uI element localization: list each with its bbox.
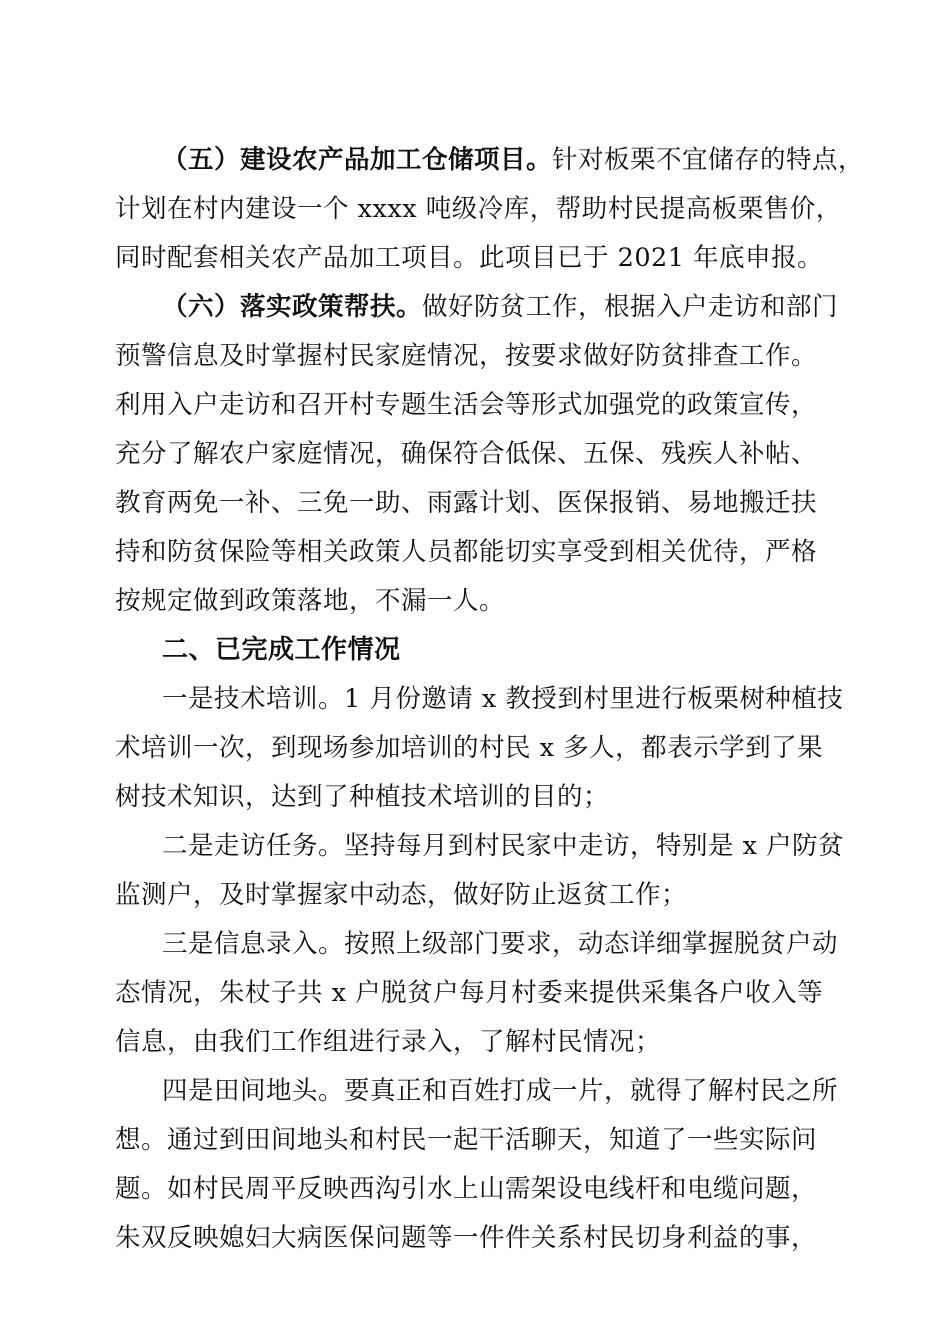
paragraph-6-line-4: 充分了解农户家庭情况，确保符合低保、五保、残疾人补帖、	[115, 439, 818, 469]
paragraph-5-line-3: 同时配套相关农产品加工项目。此项目已于 2021 年底申报。	[115, 243, 824, 273]
paragraph-6-line-6: 持和防贫保险等相关政策人员都能切实享受到相关优待，严格	[115, 537, 818, 567]
item-2-line-1: 二是走访任务。坚持每月到村民家中走访，特别是 x 户防贫	[162, 831, 845, 861]
item-3-line-2: 态情况，朱杖子共 x 户脱贫户每月村委来提供采集各户收入等	[115, 978, 824, 1008]
paragraph-5-line-1	[0, 138, 950, 182]
paragraph-5-text: 针对板栗不宜储存的特点，	[552, 145, 865, 175]
paragraph-6-line-5: 教育两免一补、三免一助、雨露计划、医保报销、易地搬迁扶	[115, 488, 818, 518]
paragraph-6-line-2: 预警信息及时掌握村民家庭情况，按要求做好防贫排查工作。	[115, 341, 818, 371]
item-3-line-3: 信息，由我们工作组进行录入，了解村民情况；	[115, 1027, 662, 1057]
item-4-line-3: 题。如村民周平反映西沟引水上山需架设电线杆和电缆问题，	[115, 1174, 818, 1204]
paragraph-6-heading: （六）落实政策帮扶。	[162, 292, 423, 322]
item-1-line-3: 树技术知识，达到了种植技术培训的目的；	[115, 782, 610, 812]
item-2-line-2: 监测户，及时掌握家中动态，做好防止返贫工作；	[115, 880, 688, 910]
item-1-line-2: 术培训一次，到现场参加培训的村民 x 多人，都表示学到了果	[115, 733, 824, 763]
paragraph-6-text: 做好防贫工作，根据入户走访和部门	[422, 292, 839, 322]
item-4-line-1: 四是田间地头。要真正和百姓打成一片，就得了解村民之所	[162, 1076, 839, 1106]
paragraph-6-line-3: 利用入户走访和召开村专题生活会等形式加强党的政策宣传，	[115, 390, 818, 420]
item-4-line-2: 想。通过到田间地头和村民一起干活聊天，知道了一些实际问	[115, 1125, 818, 1155]
section-heading: 二、已完成工作情况	[162, 635, 401, 665]
item-3-line-1: 三是信息录入。按照上级部门要求，动态详细掌握脱贫户动	[162, 929, 839, 959]
paragraph-6-line-7: 按规定做到政策落地，不漏一人。	[115, 586, 506, 616]
paragraph-6-line-1	[0, 285, 950, 329]
paragraph-5-line-2: 计划在村内建设一个 xxxx 吨级冷库，帮助村民提高板栗售价，	[115, 194, 842, 224]
paragraph-5-heading: （五）建设农产品加工仓储项目。	[162, 145, 553, 175]
item-1-line-1: 一是技术培训。1 月份邀请 x 教授到村里进行板栗树种植技	[162, 684, 844, 714]
item-4-line-4: 朱双反映媳妇大病医保问题等一件件关系村民切身利益的事，	[115, 1223, 818, 1253]
